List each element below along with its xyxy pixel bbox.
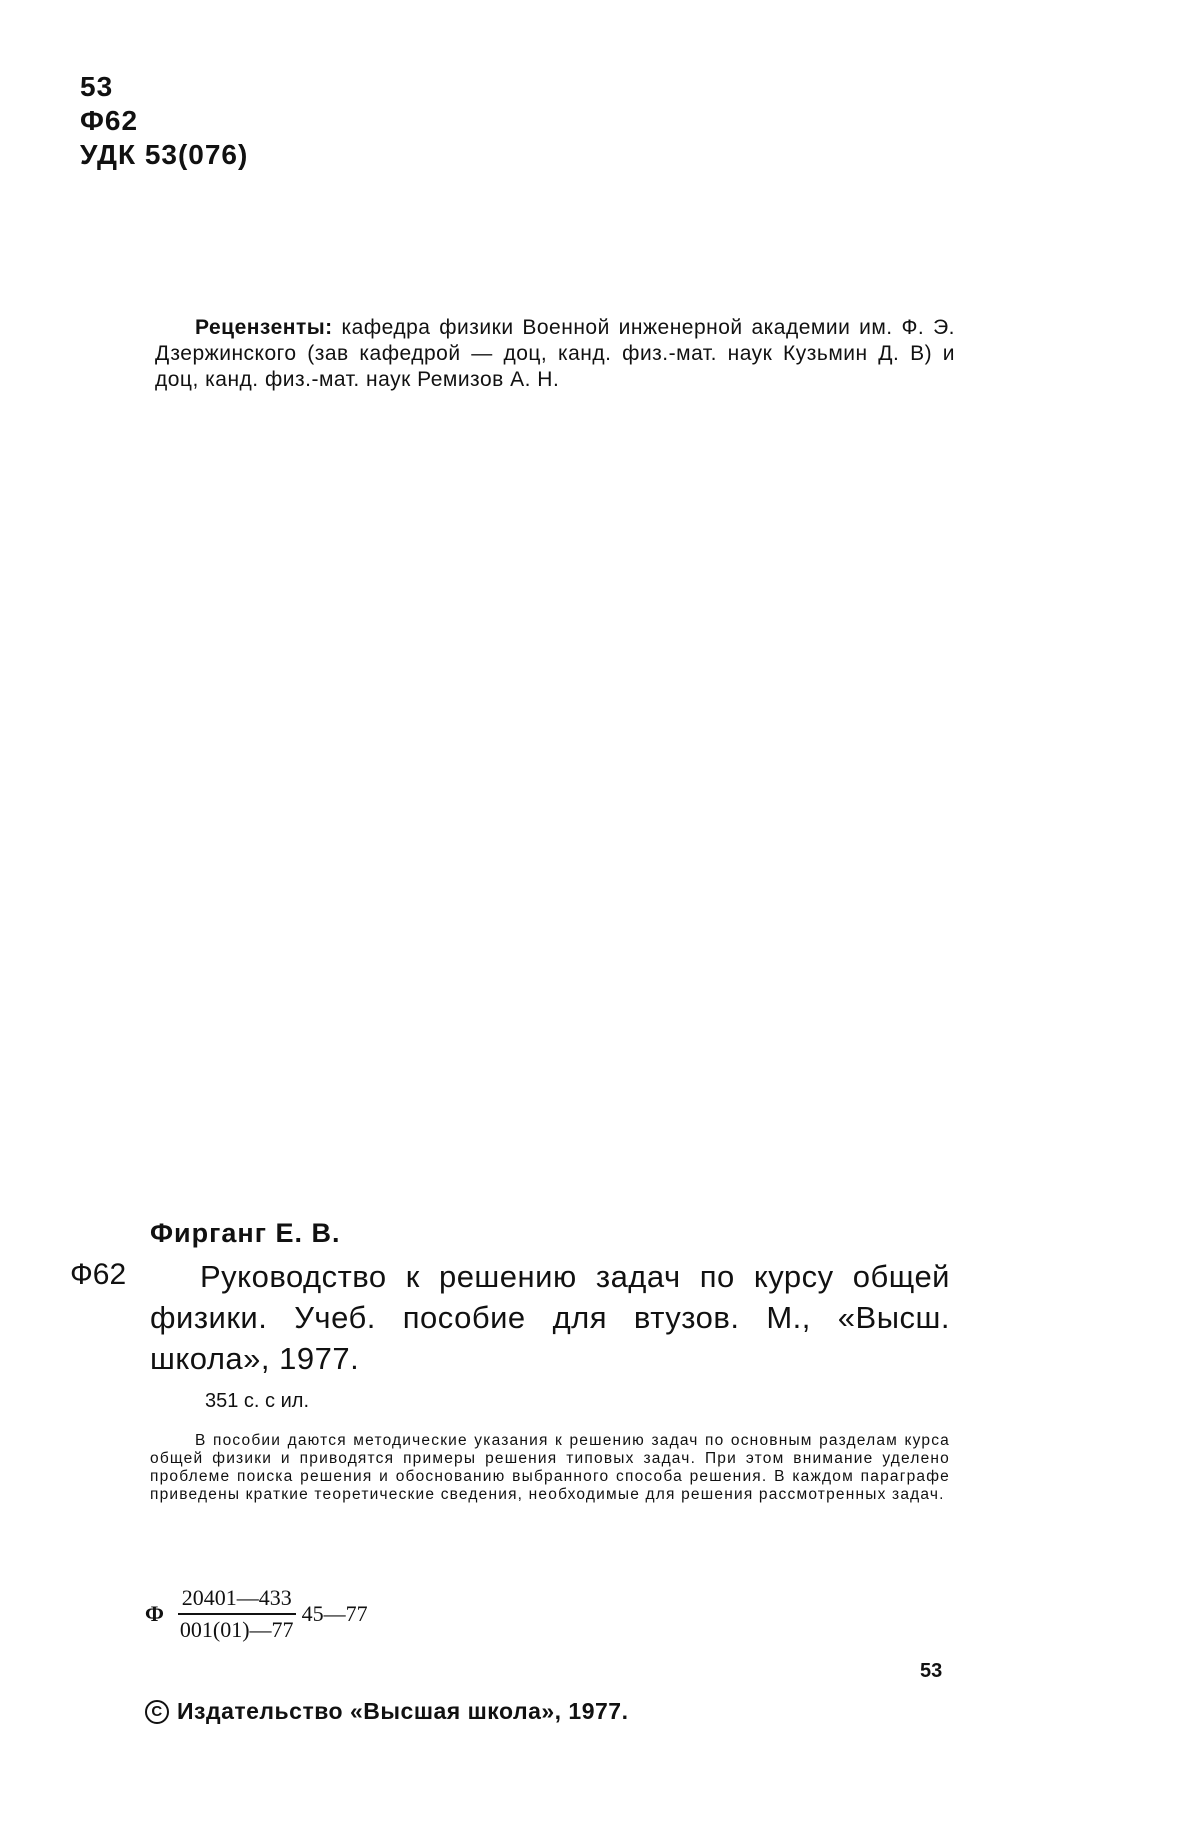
reviewers-paragraph xyxy=(155,315,955,393)
card-annotation: В пособии даются методические указания к решению задач по основным разделам курса общей физики и приводятся примеры решения типовых задач. При этом внимание уделено проблеме поиска решения и обоснованию выбранного способа решения. В каждом параграфе приведены краткие теоретические сведения, необходимые для решения рассмотренных задач. xyxy=(150,1432,950,1503)
copyright-line xyxy=(145,1698,628,1725)
card-title: Руководство к решению задач по курсу общей физики. Учеб. пособие для втузов. М., «Высш. школа», 1977. xyxy=(150,1259,950,1376)
author-mark: Ф62 xyxy=(80,105,139,136)
index-numerator: 20401—433 xyxy=(178,1585,296,1615)
index-letter: Ф xyxy=(145,1601,164,1626)
page-number: 53 xyxy=(920,1660,943,1682)
index-suffix: 45—77 xyxy=(301,1601,368,1626)
reviewers-label: Рецензенты: xyxy=(195,316,333,339)
copyright-text: Издательство «Высшая школа», 1977. xyxy=(177,1698,629,1724)
bbk-index: 53 xyxy=(80,71,114,102)
reviewers-text: кафедра физики Военной инженерной академии им. Ф. Э. Дзержинского (зав кафедрой — доц, канд. физ.-мат. наук Кузьмин Д. В) и доц, канд. физ.-мат. наук Ремизов А. Н. xyxy=(155,316,955,391)
copyright-icon: C xyxy=(145,1700,169,1724)
udc-code: УДК 53(076) xyxy=(80,139,249,170)
index-code xyxy=(145,1585,368,1643)
card-index: Ф62 xyxy=(70,1258,127,1291)
card-pages: 351 с. с ил. xyxy=(205,1390,309,1412)
card-author: Фирганг Е. В. xyxy=(150,1218,341,1248)
index-denominator: 001(01)—77 xyxy=(179,1617,294,1642)
index-fraction xyxy=(176,1585,298,1643)
classification-block xyxy=(80,70,248,172)
